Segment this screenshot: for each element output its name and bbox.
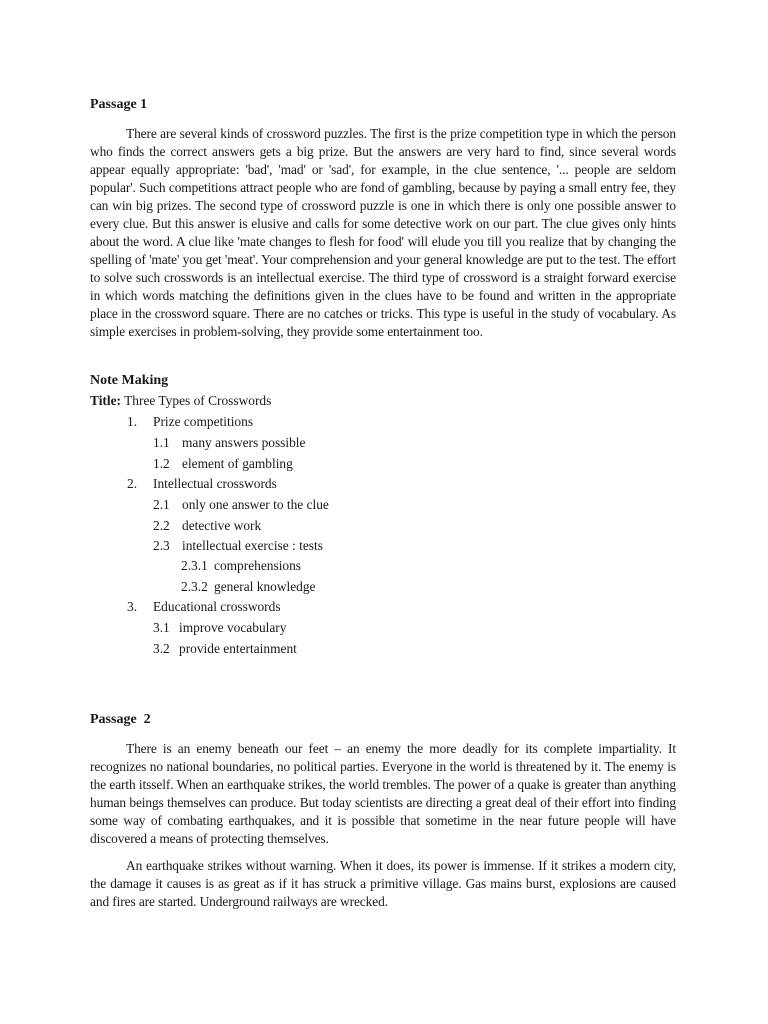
passage-2-paragraph-1: There is an enemy beneath our feet – an enemy the more deadly for its complete impartiality. It recognizes no national boundaries, no political parties. Everyone in the world is threatened by it. The enemy is the earth itsself. When an earthquake strikes, the world trembles. The power of a quake is greater than anything human beings themselves can produce. But today scientists are directing a great deal of their effort into finding some way of combating earthquakes, and it is possible that sometime in the near future people will have discovered a means of protecting themselves. bbox=[90, 741, 676, 846]
note-making-heading: Note Making bbox=[90, 373, 169, 388]
note-item: 2.1 only one answer to the clue bbox=[153, 497, 329, 512]
passage-2-paragraph-2: An earthquake strikes without warning. When it does, its power is immense. If it strikes a modern city, the damage it causes is as great as if it has struck a primitive village. Gas mains burst, explosions are caused and fires are started. Underground railways are wrecked. bbox=[90, 858, 676, 909]
notes-title-value: Three Types of Crosswords bbox=[124, 393, 272, 408]
note-item: 2. Intellectual crosswords bbox=[127, 476, 277, 491]
passage-1-heading: Passage 1 bbox=[90, 97, 148, 112]
note-item: 1. Prize competitions bbox=[127, 414, 254, 429]
note-item: 3. Educational crosswords bbox=[127, 599, 281, 614]
notes-title-label: Title: bbox=[90, 393, 121, 408]
note-item: 1.1 many answers possible bbox=[153, 435, 306, 450]
note-item: 3.1 improve vocabulary bbox=[153, 620, 287, 635]
note-item: 3.2 provide entertainment bbox=[153, 641, 297, 656]
note-item: 2.3.1 comprehensions bbox=[181, 558, 302, 573]
note-item: 2.3.2 general knowledge bbox=[181, 579, 316, 594]
note-item: 2.2 detective work bbox=[153, 518, 262, 533]
note-item: 2.3 intellectual exercise : tests bbox=[153, 538, 323, 553]
notes-title-line bbox=[90, 392, 271, 410]
passage-1-text: There are several kinds of crossword puzzles. The first is the prize competition type in which the person who finds the correct answers gets a big prize. But the answers are very hard to find, since several words appear equally appropriate: 'bad', 'mad' or 'sad', for example, in the clue sentence, '... people are seldom popular'. Such competitions attract people who are fond of gambling, because by paying a small entry fee, they can win big prizes. The second type of crossword puzzle is one in which there is only one possible answer to every clue. But this answer is elusive and calls for some detective work on our part. The clue gives only hints about the word. A clue like 'mate changes to flesh for food' will elude you till you realize that by changing the spelling of 'mate' you get 'meat'. Your comprehension and your general knowledge are put to the test. The effort to solve such crosswords is an intellectual exercise. The third type of crossword is a straight forward exercise in which words matching the definitions given in the clues have to be found and written in the appropriate place in the crossword square. There are no catches or tricks. This type is useful in the study of vocabulary. As simple exercises in problem-solving, they provide some entertainment too. bbox=[90, 126, 676, 339]
note-item: 1.2 element of gambling bbox=[153, 456, 293, 471]
passage-2-heading: Passage 2 bbox=[90, 712, 151, 727]
